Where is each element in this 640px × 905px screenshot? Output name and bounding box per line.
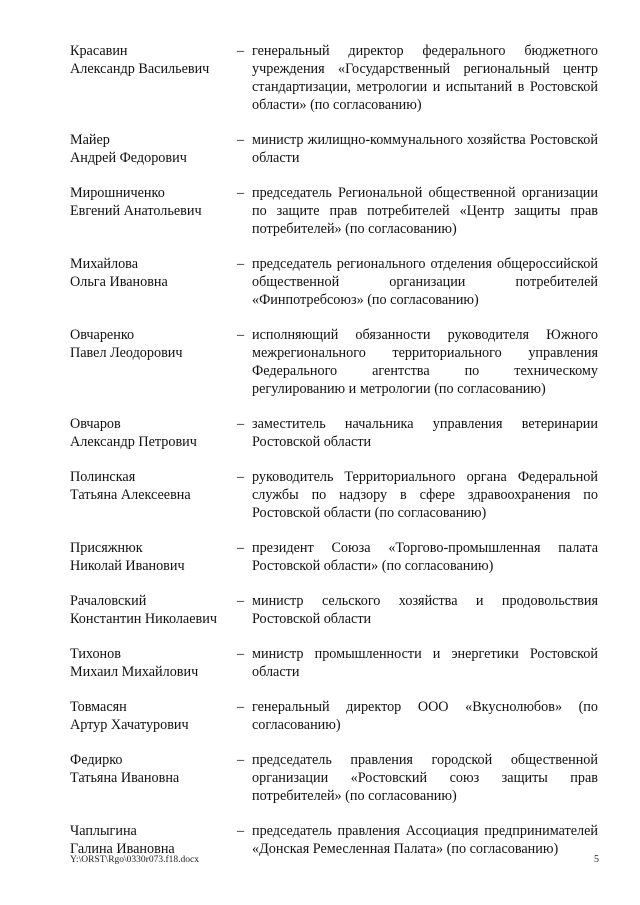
separator-dash: – — [237, 646, 245, 662]
member-name — [70, 592, 237, 628]
separator-dash: – — [237, 185, 245, 201]
list-item — [70, 592, 598, 628]
separator-dash: – — [237, 823, 245, 839]
member-position: исполняющий обязанности руководителя Южного межрегионального территориального управления Федерального агентства по техническому регулированию и метрологии (по согласованию) — [252, 327, 598, 397]
separator-dash: – — [237, 699, 245, 715]
member-name — [70, 184, 237, 220]
member-surname: Рачаловский — [70, 593, 147, 609]
member-surname: Майер — [70, 132, 110, 148]
member-surname: Мирошниченко — [70, 185, 165, 201]
list-item — [70, 645, 598, 681]
member-given-name: Ольга Ивановна — [70, 274, 168, 290]
separator-dash: – — [237, 593, 245, 609]
member-name — [70, 131, 237, 167]
member-position: председатель Региональной общественной организации по защите прав потребителей «Центр защиты прав потребителей» (по согласованию) — [252, 185, 598, 237]
separator-dash: – — [237, 752, 245, 768]
member-surname: Овчаров — [70, 416, 121, 432]
member-name — [70, 645, 237, 681]
member-position: руководитель Территориального органа Федеральной службы по надзору в сфере здравоохранения по Ростовской области (по согласованию) — [252, 469, 598, 521]
member-given-name: Галина Ивановна — [70, 841, 175, 857]
member-surname: Тихонов — [70, 646, 121, 662]
list-item — [70, 42, 598, 114]
member-surname: Красавин — [70, 43, 128, 59]
member-surname: Михайлова — [70, 256, 138, 272]
member-surname: Федирко — [70, 752, 123, 768]
member-given-name: Михаил Михайлович — [70, 664, 199, 680]
member-name — [70, 751, 237, 787]
member-name — [70, 42, 237, 78]
member-surname: Полинская — [70, 469, 136, 485]
member-position: генеральный директор ООО «Вкуснолюбов» (по согласованию) — [252, 699, 598, 733]
member-given-name: Татьяна Ивановна — [70, 770, 180, 786]
member-position: председатель правления городской общественной организации «Ростовский союз защиты прав потребителей» (по согласованию) — [252, 752, 598, 804]
separator-dash: – — [237, 256, 245, 272]
list-item — [70, 698, 598, 734]
member-surname: Товмасян — [70, 699, 127, 715]
member-name — [70, 255, 237, 291]
list-item — [70, 468, 598, 522]
member-given-name: Андрей Федорович — [70, 150, 187, 166]
list-item — [70, 326, 598, 398]
list-item — [70, 255, 598, 309]
member-position: заместитель начальника управления ветеринарии Ростовской области — [252, 416, 598, 450]
separator-dash: – — [237, 327, 245, 343]
list-item — [70, 131, 598, 167]
separator-dash: – — [237, 540, 245, 556]
member-surname: Присяжнюк — [70, 540, 143, 556]
separator-dash: – — [237, 416, 245, 432]
member-list — [70, 42, 598, 875]
member-position: министр сельского хозяйства и продовольствия Ростовской области — [252, 593, 598, 627]
list-item — [70, 415, 598, 451]
list-item — [70, 184, 598, 238]
separator-dash: – — [237, 469, 245, 485]
member-position: министр жилищно-коммунального хозяйства Ростовской области — [252, 132, 598, 166]
member-given-name: Николай Иванович — [70, 558, 185, 574]
list-item — [70, 539, 598, 575]
member-name — [70, 539, 237, 575]
member-position: председатель правления Ассоциация предпринимателей «Донская Ремесленная Палата» (по согласованию) — [252, 823, 598, 857]
member-name — [70, 468, 237, 504]
member-given-name: Евгений Анатольевич — [70, 203, 202, 219]
member-name — [70, 326, 237, 362]
member-given-name: Татьяна Алексеевна — [70, 487, 191, 503]
member-surname: Овчаренко — [70, 327, 135, 343]
member-given-name: Александр Васильевич — [70, 61, 210, 77]
member-given-name: Александр Петрович — [70, 434, 197, 450]
member-position: генеральный директор федерального бюджетного учреждения «Государственный региональный центр стандартизации, метрологии и испытаний в Ростовской области» (по согласованию) — [252, 43, 598, 113]
member-position: президент Союза «Торгово-промышленная палата Ростовской области» (по согласованию) — [252, 540, 598, 574]
member-name — [70, 698, 237, 734]
member-surname: Чаплыгина — [70, 823, 137, 839]
list-item — [70, 751, 598, 805]
member-name — [70, 415, 237, 451]
page-number: 5 — [594, 854, 599, 865]
list-item — [70, 822, 598, 858]
separator-dash: – — [237, 43, 245, 59]
member-position: председатель регионального отделения общероссийской общественной организации потребителей «Финпотребсоюз» (по согласованию) — [252, 256, 598, 308]
member-given-name: Павел Леодорович — [70, 345, 183, 361]
member-given-name: Константин Николаевич — [70, 611, 217, 627]
separator-dash: – — [237, 132, 245, 148]
footer-file-path: Y:\ORST\Rgo\0330r073.f18.docx — [70, 855, 199, 865]
member-name — [70, 822, 237, 858]
member-given-name: Артур Хачатурович — [70, 717, 189, 733]
member-position: министр промышленности и энергетики Ростовской области — [252, 646, 598, 680]
